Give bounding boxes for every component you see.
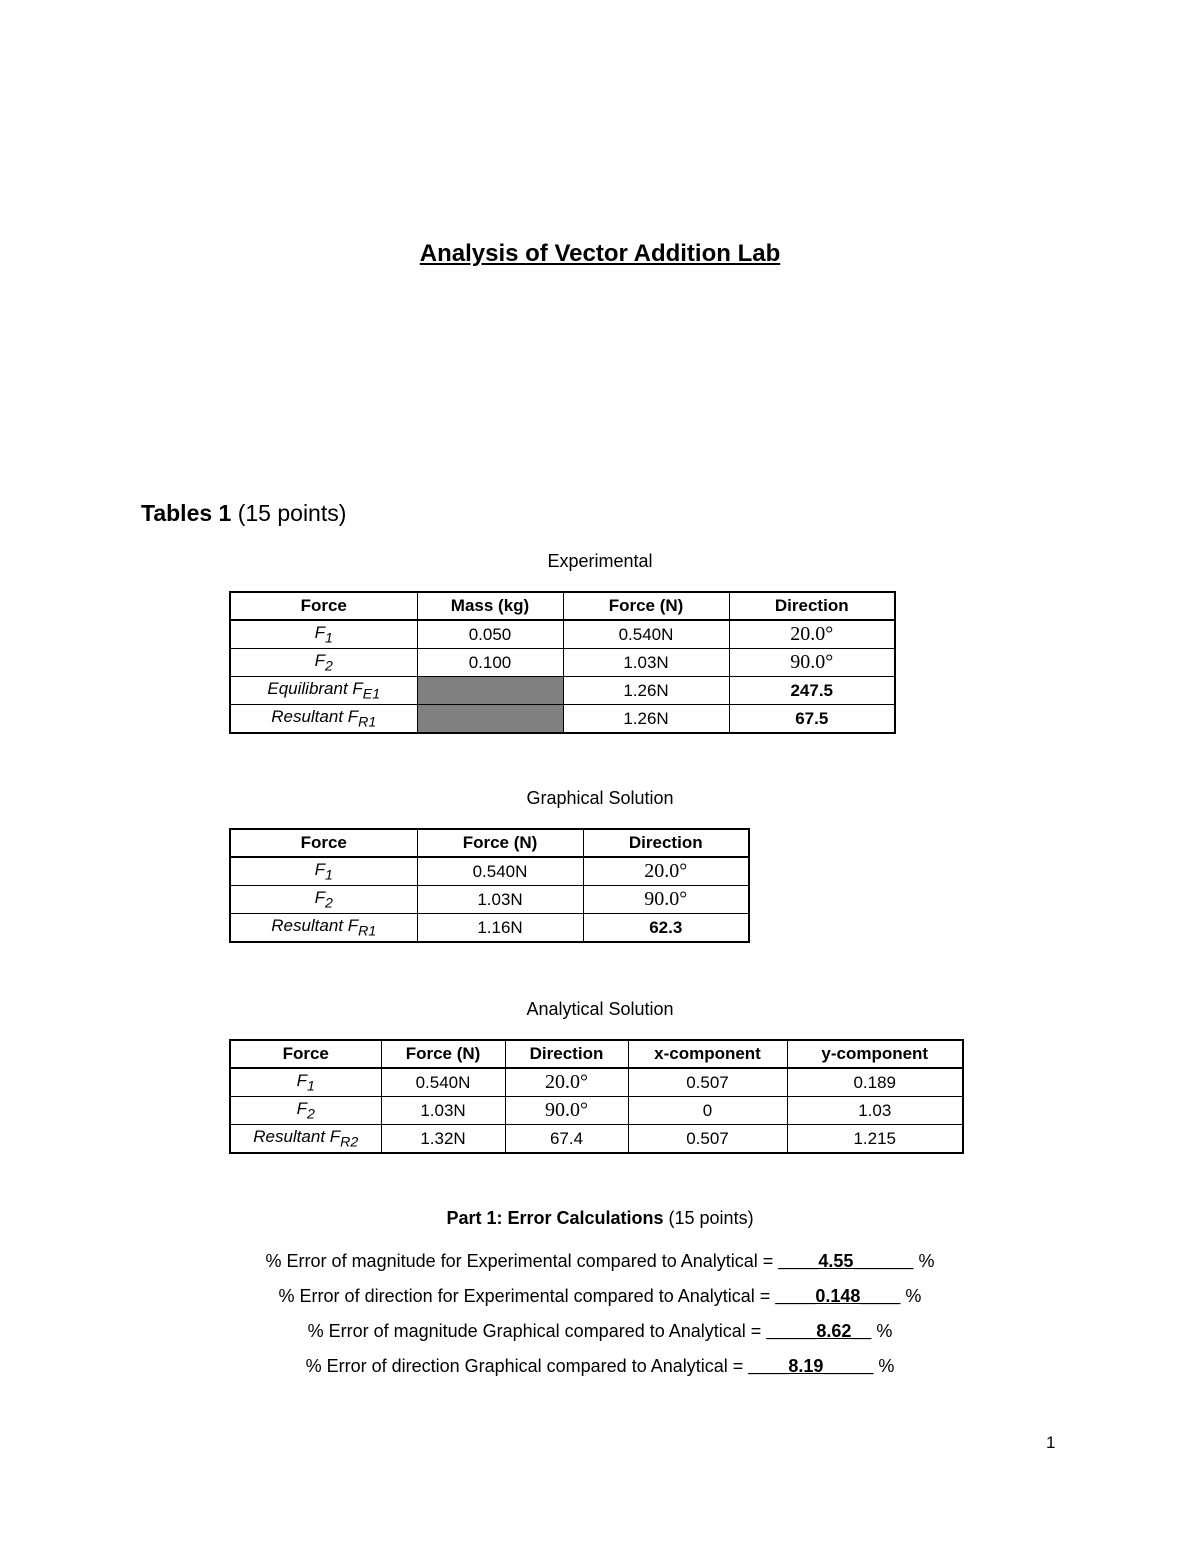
tables-heading-rest: (15 points) [231,500,347,526]
shaded-cell [417,705,563,734]
error-label: % Error of direction for Experimental compared to Analytical = [278,1286,776,1306]
header-cell: Mass (kg) [417,592,563,620]
error-value: ____0.148____ [775,1286,901,1306]
force-n-cell: 1.03N [563,649,729,677]
force-n-cell: 0.540N [563,620,729,649]
graphical-table [229,828,750,943]
force-label: Resultant F [253,1126,341,1146]
y-component-cell: 1.03 [787,1097,963,1125]
page-number: 1 [1046,1433,1056,1452]
analytical-table [229,1039,964,1154]
direction-cell: 67.5 [729,705,895,734]
direction-cell: 20.0° [729,620,895,649]
tables-heading [141,500,346,527]
error-value: ____4.55______ [778,1251,914,1271]
percent-sign: % [873,1356,895,1376]
mass-cell: 0.100 [417,649,563,677]
percent-sign: % [913,1251,935,1271]
table-row [230,1125,963,1154]
y-component-cell: 1.215 [787,1125,963,1154]
force-cell [230,1097,381,1125]
force-label: F [296,1098,307,1118]
force-label: F [314,622,325,642]
header-cell: Direction [729,592,895,620]
header-cell: x-component [628,1040,787,1068]
force-n-cell: 0.540N [381,1068,505,1097]
header-cell: Force (N) [417,829,583,857]
force-cell [230,677,417,705]
direction-cell: 67.4 [505,1125,628,1154]
header-cell: Force (N) [381,1040,505,1068]
force-subscript: R1 [358,923,377,940]
force-cell [230,1125,381,1154]
error-line [0,1356,1200,1377]
force-subscript: 2 [325,895,333,912]
x-component-cell: 0.507 [628,1125,787,1154]
force-subscript: E1 [362,686,381,703]
force-subscript: 1 [307,1078,315,1095]
force-n-cell: 0.540N [417,857,583,886]
tables-heading-bold: Tables 1 [141,500,232,526]
x-component-cell: 0 [628,1097,787,1125]
force-subscript: 2 [325,658,333,675]
force-label: Resultant F [271,915,359,935]
part1-heading-bold: Part 1: Error Calculations [446,1208,664,1228]
header-cell: Direction [505,1040,628,1068]
force-n-cell: 1.03N [381,1097,505,1125]
force-subscript: R1 [358,714,377,731]
percent-sign: % [871,1321,893,1341]
mass-cell: 0.050 [417,620,563,649]
error-line [0,1286,1200,1307]
shaded-cell [417,677,563,705]
force-n-cell: 1.03N [417,886,583,914]
error-label: % Error of magnitude Graphical compared to Analytical = [307,1321,767,1341]
direction-cell: 247.5 [729,677,895,705]
error-line [0,1251,1200,1272]
force-n-cell: 1.16N [417,914,583,943]
header-cell: Force [230,592,417,620]
x-component-cell: 0.507 [628,1068,787,1097]
force-label: F [314,887,325,907]
table-row [230,857,749,886]
header-cell: Force [230,1040,381,1068]
analytical-header-row [230,1040,963,1068]
force-cell [230,914,417,943]
y-component-cell: 0.189 [787,1068,963,1097]
experimental-table [229,591,896,734]
force-n-cell: 1.32N [381,1125,505,1154]
table-row [230,649,895,677]
force-subscript: 1 [325,630,333,647]
direction-cell: 90.0° [729,649,895,677]
force-label: F [314,859,325,879]
part1-heading [0,1208,1200,1229]
force-subscript: 2 [307,1106,315,1123]
direction-cell: 20.0° [583,857,749,886]
experimental-caption: Experimental [547,551,653,571]
force-n-cell: 1.26N [563,705,729,734]
force-label: F [296,1070,307,1090]
error-line [0,1321,1200,1342]
force-subscript: R2 [340,1134,359,1151]
table-row [230,677,895,705]
direction-cell: 90.0° [505,1097,628,1125]
force-cell [230,886,417,914]
direction-cell: 20.0° [505,1068,628,1097]
percent-sign: % [900,1286,922,1306]
error-label: % Error of magnitude for Experimental compared to Analytical = [265,1251,779,1271]
force-label: Equilibrant F [267,678,363,698]
force-n-cell: 1.26N [563,677,729,705]
header-cell: Force (N) [563,592,729,620]
graphical-caption: Graphical Solution [526,788,674,808]
graphical-header-row [230,829,749,857]
force-subscript: 1 [325,867,333,884]
direction-cell: 90.0° [583,886,749,914]
force-cell [230,857,417,886]
header-cell: Force [230,829,417,857]
part1-heading-rest: (15 points) [663,1208,754,1228]
force-cell [230,705,417,734]
force-label: Resultant F [271,706,359,726]
table-row [230,1097,963,1125]
force-cell [230,1068,381,1097]
document-title: Analysis of Vector Addition Lab [419,240,781,267]
header-cell: y-component [787,1040,963,1068]
table-row [230,1068,963,1097]
header-cell: Direction [583,829,749,857]
table-row [230,620,895,649]
error-label: % Error of direction Graphical compared to Analytical = [305,1356,749,1376]
analytical-caption: Analytical Solution [526,999,674,1019]
force-cell [230,620,417,649]
table-row [230,886,749,914]
force-label: F [314,650,325,670]
error-value: _____8.62__ [766,1321,872,1341]
table-row [230,914,749,943]
experimental-header-row [230,592,895,620]
direction-cell: 62.3 [583,914,749,943]
force-cell [230,649,417,677]
table-row [230,705,895,734]
error-value: ____8.19_____ [748,1356,874,1376]
